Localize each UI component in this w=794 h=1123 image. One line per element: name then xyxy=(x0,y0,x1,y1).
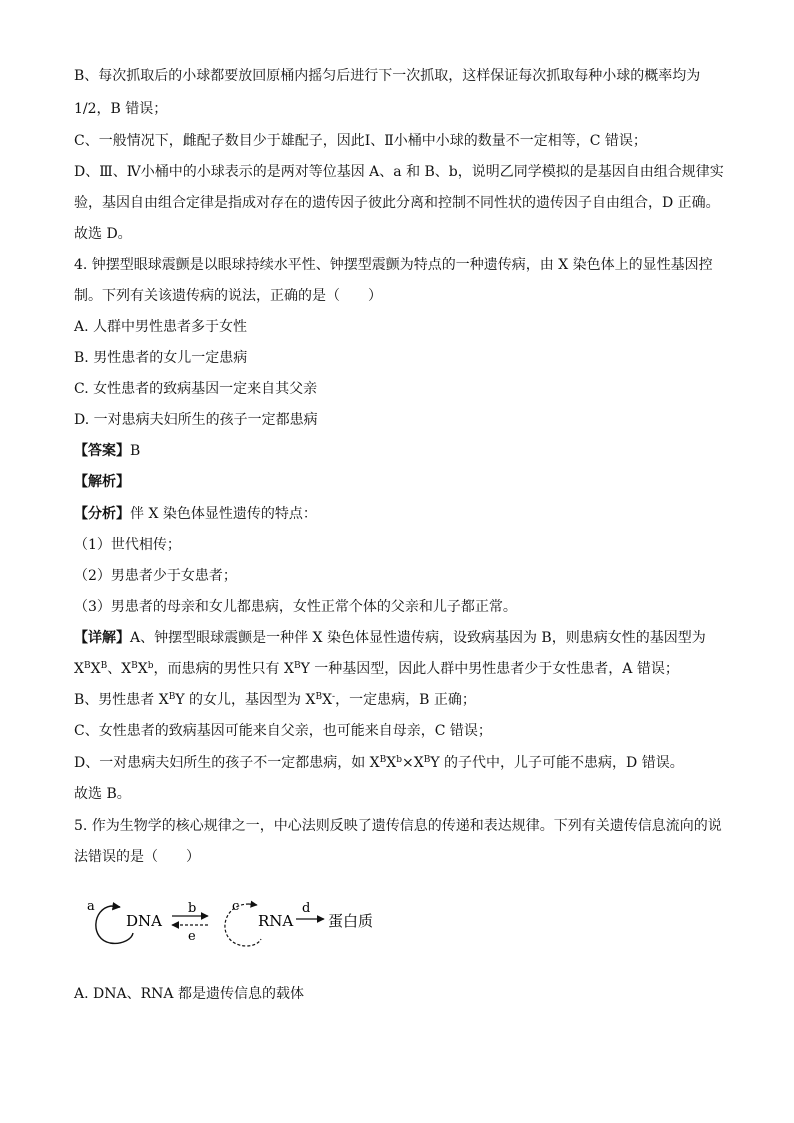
sup-b-lower: b xyxy=(396,755,402,765)
replication-loop-head xyxy=(111,906,120,907)
d-line-part4: Y 的子代中，儿子可能不患病，D 错误。 xyxy=(430,755,684,771)
q4-xiangjie-b xyxy=(74,691,476,709)
central-dogma-diagram xyxy=(84,895,384,955)
sup-b-lower: b xyxy=(147,661,154,671)
q4-point-3: （3）男患者的母亲和女儿都患病，女性正常个体的父亲和儿子都正常。 xyxy=(74,599,517,615)
fenxi-text: 伴 X 染色体显性遗传的特点： xyxy=(130,506,317,522)
q4-stem-line2: 制。下列有关该遗传病的说法，正确的是（ ） xyxy=(74,288,382,304)
q4-fenxi xyxy=(74,505,317,523)
q4-analysis-label xyxy=(74,473,130,491)
q3-option-d-line2: 验，基因自由组合定律是指成对存在的遗传因子彼此分离和控制不同性状的遗传因子自由组合，D 正确。 xyxy=(74,195,720,211)
node-rna: RNA xyxy=(258,912,294,930)
d-line-part3: ×X xyxy=(402,755,424,771)
sup-b-upper: B xyxy=(293,661,301,671)
sup-b-upper: B xyxy=(131,661,138,671)
rna-replication-loop xyxy=(225,904,261,946)
xiangjie-text-2b: Y 一种基因型，因此人群中男性患者少于女性患者，A 错误； xyxy=(300,661,679,677)
genotype-x: X xyxy=(137,661,148,677)
q4-option-c: C. 女性患者的致病基因一定来自其父亲 xyxy=(74,381,318,397)
label-b: b xyxy=(188,901,197,916)
label-c: c xyxy=(232,899,240,914)
q3-option-d-line1: D、Ⅲ、Ⅳ小桶中的小球表示的是两对等位基因 A、a 和 B、b，说明乙同学模拟的是基因自由组合规律实 xyxy=(74,164,724,180)
sup-b-upper: B xyxy=(100,661,108,671)
b-line-part2: Y 的女儿，基因型为 X xyxy=(175,692,316,708)
q4-point-1: （1）世代相传； xyxy=(74,537,181,553)
q5-option-a: A. DNA、RNA 都是遗传信息的载体 xyxy=(74,986,304,1002)
sup-dash: - xyxy=(332,692,336,702)
genotype-x: X xyxy=(121,661,132,677)
fenxi-label: 【分析】 xyxy=(74,506,130,522)
sup-b-upper: B xyxy=(168,692,176,702)
xiangjie-text-2a: ，而患病的男性只有 X xyxy=(153,661,294,677)
q4-option-a: A. 人群中男性患者多于女性 xyxy=(74,319,248,335)
q5-stem-line2: 法错误的是（ ） xyxy=(74,849,200,865)
xiangjie-text-1: A、钟摆型眼球震颤是一种伴 X 染色体显性遗传病，设致病基因为 B，则患病女性的基因型为 xyxy=(130,630,706,646)
q3-option-b-line2: 1/2，B 错误； xyxy=(74,101,168,117)
rna-replication-head xyxy=(249,904,257,905)
q4-option-d: D. 一对患病夫妇所生的孩子一定都患病 xyxy=(74,412,318,428)
q4-xiangjie-d xyxy=(74,754,684,772)
sup-b-upper: B xyxy=(315,692,323,702)
label-d: d xyxy=(302,901,311,916)
q4-option-b: B. 男性患者的女儿一定患病 xyxy=(74,350,248,366)
genotype-x: X xyxy=(90,661,101,677)
b-line-part3: X xyxy=(322,692,333,708)
label-e: e xyxy=(188,929,196,944)
xiangjie-label: 【详解】 xyxy=(74,630,130,646)
q4-conclusion: 故选 B。 xyxy=(74,786,131,802)
b-line-part1: B、男性患者 X xyxy=(74,692,169,708)
sup-b-upper: B xyxy=(423,755,431,765)
q4-stem-line1: 4. 钟摆型眼球震颤是以眼球持续水平性、钟摆型震颤为特点的一种遗传病，由 X 染色体上的显性基因控 xyxy=(74,257,713,273)
d-line-part1: D、一对患病夫妇所生的孩子不一定都患病，如 X xyxy=(74,755,380,771)
q3-conclusion: 故选 D。 xyxy=(74,226,132,242)
q4-point-2: （2）男患者少于女患者； xyxy=(74,568,237,584)
q4-xiangjie-line1 xyxy=(74,629,706,647)
node-dna: DNA xyxy=(126,912,162,930)
q3-option-b-line1: B、每次抓取后的小球都要放回原桶内摇匀后进行下一次抓取，这样保证每次抓取每种小球的概率均为 xyxy=(74,68,701,84)
sup-b-upper: B xyxy=(379,755,387,765)
q4-answer xyxy=(74,442,140,460)
answer-value: B xyxy=(130,443,141,459)
answer-label: 【答案】 xyxy=(74,443,130,459)
q3-option-c: C、一般情况下，雌配子数目少于雄配子，因此Ⅰ、Ⅱ小桶中小球的数量不一定相等，C 错误； xyxy=(74,133,647,149)
b-line-part4: ，一定患病，B 正确； xyxy=(335,692,476,708)
node-protein: 蛋白质 xyxy=(328,912,374,930)
analysis-label: 【解析】 xyxy=(74,474,130,490)
sup-b-upper: B xyxy=(83,661,91,671)
q4-xiangjie-line2: $X^BX^B$、$X^BX^b$，而患病的男性只有 $X^BY$ 一种基因型，因此人群中男性患者少于女性患者，A 错误； xyxy=(74,661,679,677)
genotype-x: X xyxy=(74,661,84,677)
q4-xiangjie-c: C、女性患者的致病基因可能来自父亲，也可能来自母亲，C 错误； xyxy=(74,723,492,739)
q5-stem-line1: 5. 作为生物学的核心规律之一，中心法则反映了遗传信息的传递和表达规律。下列有关遗传信息流向的说 xyxy=(74,818,722,834)
label-a: a xyxy=(87,899,95,914)
d-line-part2: X xyxy=(386,755,397,771)
